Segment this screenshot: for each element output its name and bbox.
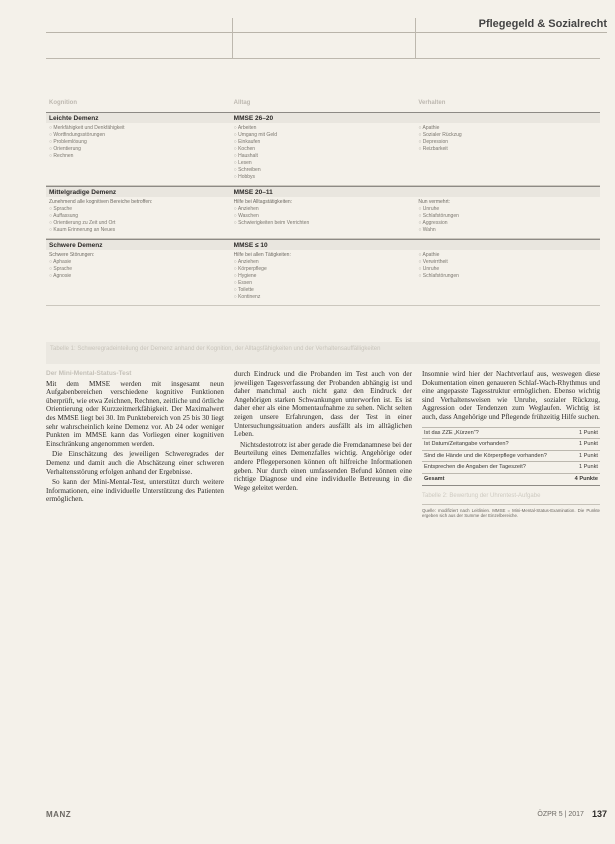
list-item: ○ Einkaufen — [234, 139, 413, 146]
stage-mmse: MMSE 26–20 — [233, 114, 274, 122]
list-item: ○ Depression — [418, 139, 597, 146]
paragraph: durch Eindruck und die Probanden im Test auch von der jeweiligen Tagesverfassung der Probanden abhängig ist und daher manchmal auch nicht ganz den Eindruck der Angehörigen starken Schwankungen unterworfen ist. Es ist daher eher als eine Momentaufnahme zu sehen. Nicht selten zeigen unsere Erfahrungen, dass der Test in einer Untersuchungssituation anders ausfällt als im alltäglichen Leben. — [234, 370, 412, 439]
paragraph: So kann der Mini-Mental-Test, unterstützt durch weitere Informationen, eine individuelle Unterstützung des Patienten ermöglichen. — [46, 478, 224, 504]
list-item: ○ Kontinenz — [234, 294, 413, 301]
summary-table — [422, 427, 600, 486]
list-item: ○ Sprache — [49, 206, 228, 213]
publisher-logo: MANZ — [46, 809, 72, 819]
stage-name: Schwere Demenz — [49, 241, 103, 249]
list-item: ○ Hobbys — [234, 174, 413, 181]
stage-row — [46, 123, 600, 186]
cell-lead: Hilfe bei allen Tätigkeiten: — [233, 252, 291, 258]
cell-lead: Hilfe bei Alltagstätigkeiten: — [233, 199, 293, 205]
list-item: ○ Orientierung zu Zeit und Ort — [49, 220, 228, 227]
table-row-total: Gesamt 4 Punkte — [422, 473, 600, 485]
paragraph: Insomnie wird hier der Nachtverlauf aus, weswegen diese Dokumentation einen genaueren Schlaf-Wach-Rhythmus und eine angepasste Tagesstruktur ermöglichen. Ebenso wichtig sind Verhaltensweisen wie Unruhe, sozialer Rückzug, Aggression oder Tendenzen zum Weglaufen. Wichtig ist auch, dass Angehörige und Pflegende frühzeitig Hilfe suchen. — [422, 370, 600, 421]
list-item: ○ Toilette — [234, 287, 413, 294]
list-item: ○ Essen — [234, 280, 413, 287]
text-column — [234, 370, 412, 800]
list-item: ○ Merkfähigkeit und Denkfähigkeit — [49, 125, 228, 132]
list-item: ○ Auffassung — [49, 213, 228, 220]
list-item: ○ Schwierigkeiten beim Verrichten — [234, 220, 413, 227]
cell-lead: Nun vermehrt: — [418, 199, 451, 205]
paragraph: Nichtsdestotrotz ist aber gerade die Fremdanamnese bei der Beurteilung eines Demenzfalles wichtig. Angehörige oder andere Pflegepersonen können oft hilfreiche Informationen geben. Nur durch einen umfassenden Befund können eine richtige Diagnose und eine individuelle Betreuung in die Wege geleitet werden. — [234, 440, 412, 492]
stage-header-row — [46, 239, 600, 250]
list-item: ○ Orientierung — [49, 146, 228, 153]
subheading: Der Mini-Mental-Status-Test — [46, 370, 132, 377]
list-item: ○ Schreiben — [234, 167, 413, 174]
table-header — [46, 100, 600, 112]
list-item: ○ Körperpflege — [234, 266, 413, 273]
stage-name: Mittelgradige Demenz — [49, 188, 117, 196]
list-item: ○ Anziehen — [234, 259, 413, 266]
list-item: ○ Apathie — [418, 252, 597, 259]
paragraph: Die Einschätzung des jeweiligen Schweregrades der Demenz und damit auch die Abschätzung einer schweren Verhaltensstörung erfolgen anhand der Ergebnisse. — [46, 450, 224, 476]
list-item: ○ Verwirrtheit — [418, 259, 597, 266]
table-caption: Tabelle 1: Schweregradeinteilung der Demenz anhand der Kognition, der Alltagsfähigkeiten und der Verhaltensauffälligkeiten — [46, 342, 600, 364]
list-item: ○ Sprache — [49, 266, 228, 273]
list-item: ○ Reizbarkeit — [418, 146, 597, 153]
list-item: ○ Schlafstörungen — [418, 213, 597, 220]
list-item: ○ Wortfindungsstörungen — [49, 132, 228, 139]
crop-mark — [46, 58, 600, 59]
crop-mark — [415, 18, 416, 58]
text-column — [422, 370, 600, 800]
stage-header-row — [46, 186, 600, 197]
table-row: Ist Datum/Zeitangabe vorhanden? 1 Punkt — [422, 439, 600, 451]
table-caption: Tabelle 2: Bewertung der Uhrentest-Aufgabe — [422, 492, 541, 499]
journal-issue: ÖZPR 5 | 2017 — [537, 810, 584, 818]
list-item: ○ Umgang mit Geld — [234, 132, 413, 139]
column-header: Verhalten — [418, 100, 446, 106]
footnote: Quelle: modifiziert nach Leitlinien. MMSE = Mini-Mental-Status-Examination. Die Punkte ergeben sich aus der Summe der Einzelbereiche. — [422, 504, 600, 519]
cell-lead: Schwere Störungen: — [49, 252, 95, 258]
article-body — [46, 370, 600, 800]
paragraph: Mit dem MMSE werden mit insgesamt neun Aufgabenbereichen verschiedene kognitive Funktionen überprüft, wie etwa Zeichnen, Rechnen, zeitliche und örtliche Orientierung oder Kurzzeitmerkfähigkeit. Der Maximalwert des MMSE liegt bei 30. Im Punktebereich von 25 bis 30 liegt sehr wahrscheinlich keine Demenz vor. Ab 24 oder weniger Punkten im MMSE kann das Vorliegen einer kognitiven Einschränkung angenommen werden. — [46, 379, 224, 448]
list-item: ○ Problemlösung — [49, 139, 228, 146]
header-rule — [46, 32, 607, 33]
column-header: Kognition — [49, 100, 77, 106]
list-item: ○ Apathie — [418, 125, 597, 132]
list-item: ○ Agnosie — [49, 273, 228, 280]
list-item: ○ Unruhe — [418, 266, 597, 273]
table-row: Ist das ZZE „Kürzen“? 1 Punkt — [422, 427, 600, 439]
list-item: ○ Waschen — [234, 213, 413, 220]
column-header: Alltag — [233, 100, 251, 106]
list-item: ○ Rechnen — [49, 153, 228, 160]
stage-header-row — [46, 112, 600, 123]
list-item: ○ Aggression — [418, 220, 597, 227]
list-item: ○ Aphasie — [49, 259, 228, 266]
list-item: ○ Schlafstörungen — [418, 273, 597, 280]
table-row: Sind die Hände und die Körperpflege vorhanden? 1 Punkt — [422, 450, 600, 462]
section-title: Pflegegeld & Sozialrecht — [478, 18, 607, 30]
list-item: ○ Unruhe — [418, 206, 597, 213]
list-item: ○ Arbeiten — [234, 125, 413, 132]
dementia-stage-table — [46, 100, 600, 306]
list-item: ○ Anziehen — [234, 206, 413, 213]
page-number: 137 — [591, 809, 607, 819]
table-row: Entsprechen die Angaben der Tageszeit? 1 Punkt — [422, 462, 600, 474]
stage-mmse: MMSE ≤ 10 — [233, 241, 268, 249]
stage-name: Leichte Demenz — [49, 114, 99, 122]
list-item: ○ Kaum Erinnerung an Neues — [49, 227, 228, 234]
list-item: ○ Sozialer Rückzug — [418, 132, 597, 139]
list-item: ○ Haushalt — [234, 153, 413, 160]
stage-row — [46, 197, 600, 239]
list-item: ○ Wahn — [418, 227, 597, 234]
stage-row — [46, 250, 600, 306]
list-item: ○ Kochen — [234, 146, 413, 153]
list-item: ○ Lesen — [234, 160, 413, 167]
cell-lead: Zunehmend alle kognitiven Bereiche betroffen: — [49, 199, 153, 205]
page-footer — [46, 808, 607, 820]
crop-mark — [232, 18, 233, 58]
text-column — [46, 370, 224, 800]
list-item: ○ Hygiene — [234, 273, 413, 280]
stage-mmse: MMSE 20–11 — [233, 188, 273, 196]
